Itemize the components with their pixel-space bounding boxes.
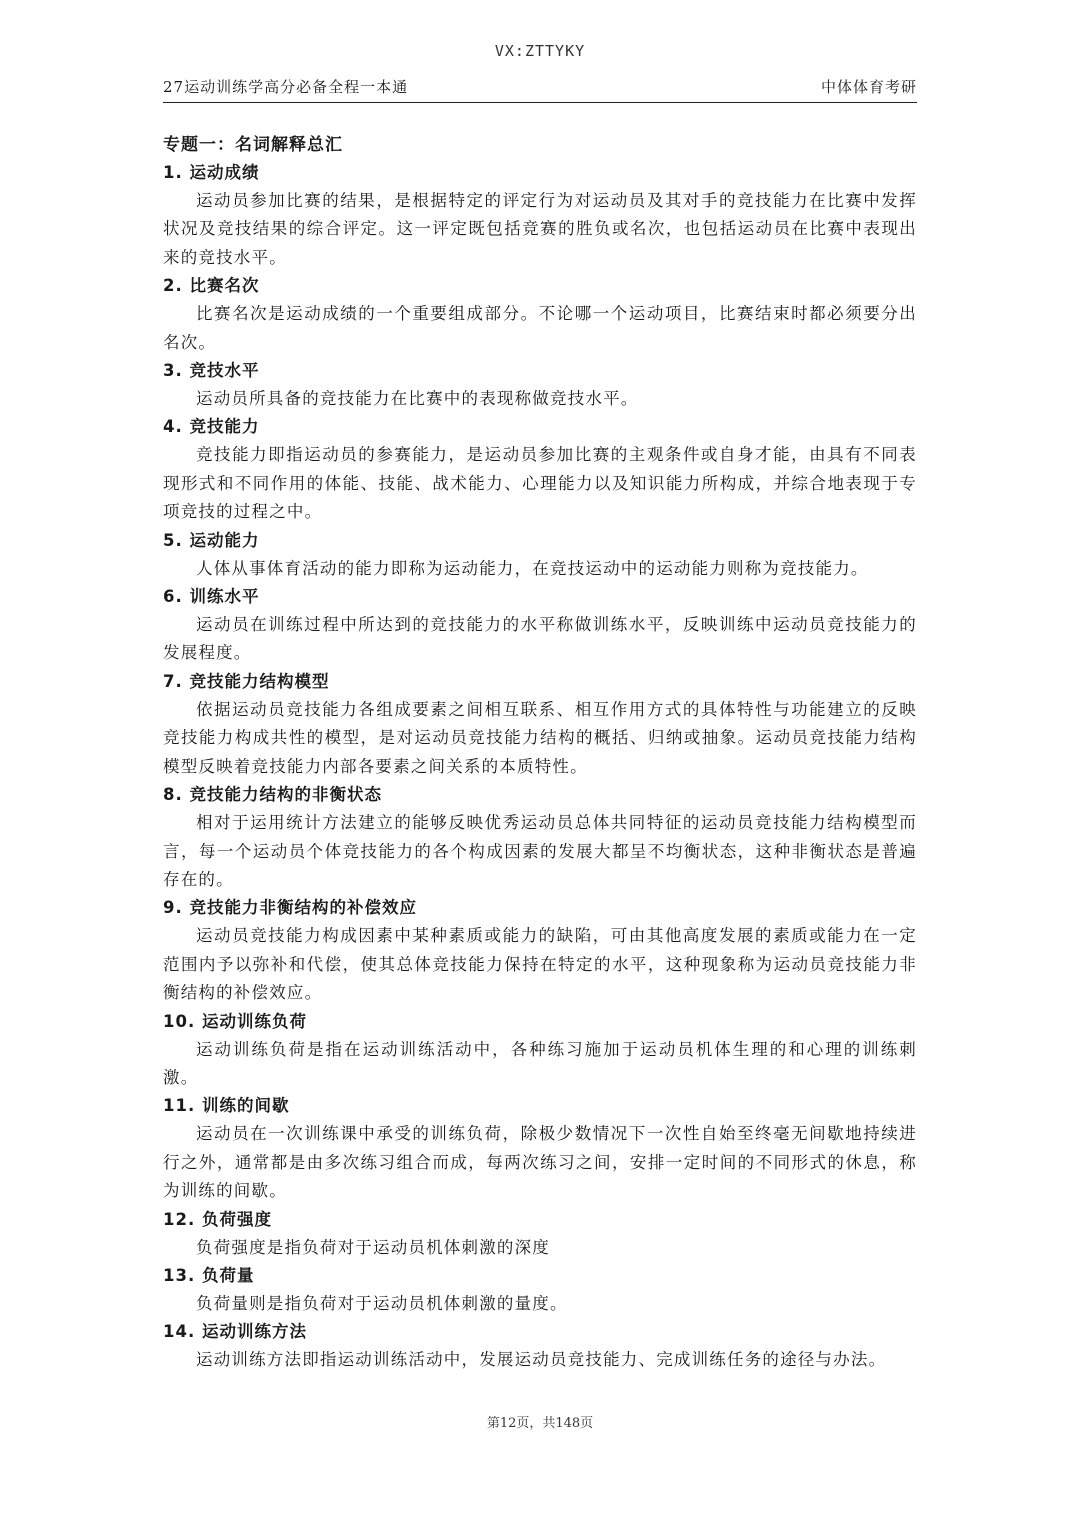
term-definition: 人体从事体育活动的能力即称为运动能力，在竞技运动中的运动能力则称为竞技能力。 — [196, 558, 869, 578]
term-title: 5. 运动能力 — [163, 530, 260, 550]
term-definition: 运动员参加比赛的结果，是根据特定的评定行为对运动员及其对手的竞技能力在比赛中发挥状况及竞技结果的综合评定。这一评定既包括竞赛的胜负或名次，也包括运动员在比赛中表现出来的竞技水平。 — [163, 191, 917, 267]
term-title: 3. 竞技水平 — [163, 361, 260, 381]
term-entry — [163, 1262, 917, 1318]
term-title: 4. 竞技能力 — [163, 417, 260, 437]
term-entry — [163, 1206, 917, 1262]
publisher-name: 中体体育考研 — [820, 78, 917, 96]
running-header — [163, 78, 917, 103]
term-title: 7. 竞技能力结构模型 — [163, 671, 330, 691]
term-title: 9. 竞技能力非衡结构的补偿效应 — [163, 898, 417, 918]
term-entry — [163, 583, 917, 668]
term-entry — [163, 668, 917, 781]
term-title: 14. 运动训练方法 — [163, 1322, 307, 1342]
term-title: 6. 训练水平 — [163, 587, 260, 607]
term-entry — [163, 159, 917, 272]
term-entry — [163, 527, 917, 583]
term-title: 2. 比赛名次 — [163, 276, 260, 296]
term-title: 12. 负荷强度 — [163, 1209, 272, 1229]
term-definition: 竞技能力即指运动员的参赛能力，是运动员参加比赛的主观条件或自身才能，由具有不同表现形式和不同作用的体能、技能、战术能力、心理能力以及知识能力所构成，并综合地表现于专项竞技的过程之中。 — [163, 445, 917, 522]
term-definition: 负荷强度是指负荷对于运动员机体刺激的深度 — [196, 1237, 550, 1257]
term-title: 11. 训练的间歇 — [163, 1096, 290, 1116]
term-entry — [163, 1092, 917, 1205]
term-entry — [163, 894, 917, 1007]
term-definition: 负荷量则是指负荷对于运动员机体刺激的量度。 — [196, 1293, 568, 1313]
term-entry — [163, 781, 917, 894]
term-definition: 依据运动员竞技能力各组成要素之间相互联系、相互作用方式的具体特性与功能建立的反映竞技能力构成共性的模型，是对运动员竞技能力结构的概括、归纳或抽象。运动员竞技能力结构模型反映着竞技能力内部各要素之间关系的本质特性。 — [163, 699, 917, 776]
book-title: 27运动训练学高分必备全程一本通 — [163, 78, 409, 96]
term-entry — [163, 1318, 917, 1374]
term-definition: 运动员在训练过程中所达到的竞技能力的水平称做训练水平，反映训练中运动员竞技能力的发展程度。 — [163, 615, 917, 663]
term-definition: 运动训练方法即指运动训练活动中，发展运动员竞技能力、完成训练任务的途径与办法。 — [196, 1350, 887, 1370]
watermark: VX:ZTTYKY — [494, 42, 586, 60]
term-definition: 运动训练负荷是指在运动训练活动中，各种练习施加于运动员机体生理的和心理的训练刺激。 — [163, 1039, 917, 1087]
term-definition: 运动员竞技能力构成因素中某种素质或能力的缺陷，可由其他高度发展的素质或能力在一定范围内予以弥补和代偿，使其总体竞技能力保持在特定的水平，这种现象称为运动员竞技能力非衡结构的补偿效应。 — [163, 926, 917, 1003]
term-definition: 比赛名次是运动成绩的一个重要组成部分。不论哪一个运动项目，比赛结束时都必须要分出名次。 — [163, 304, 917, 352]
term-definition: 运动员所具备的竞技能力在比赛中的表现称做竞技水平。 — [196, 389, 639, 409]
term-title: 8. 竞技能力结构的非衡状态 — [163, 785, 382, 805]
term-title: 13. 负荷量 — [163, 1265, 255, 1285]
page-content — [163, 131, 917, 1375]
term-definition: 运动员在一次训练课中承受的训练负荷，除极少数情况下一次性自始至终毫无间歇地持续进行之外，通常都是由多次练习组合而成，每两次练习之间，安排一定时间的不同形式的休息，称为训练的间歇。 — [163, 1124, 917, 1201]
term-entry — [163, 357, 917, 413]
term-entry — [163, 413, 917, 526]
page-number: 第12页，共148页 — [486, 1416, 594, 1431]
topic-title: 专题一：名词解释总汇 — [163, 135, 343, 155]
term-title: 1. 运动成绩 — [163, 163, 260, 182]
term-title: 10. 运动训练负荷 — [163, 1011, 307, 1031]
term-definition: 相对于运用统计方法建立的能够反映优秀运动员总体共同特征的运动员竞技能力结构模型而言，每一个运动员个体竞技能力的各个构成因素的发展大都呈不均衡状态，这种非衡状态是普遍存在的。 — [163, 813, 917, 889]
term-entry — [163, 1008, 917, 1093]
term-entry — [163, 272, 917, 357]
